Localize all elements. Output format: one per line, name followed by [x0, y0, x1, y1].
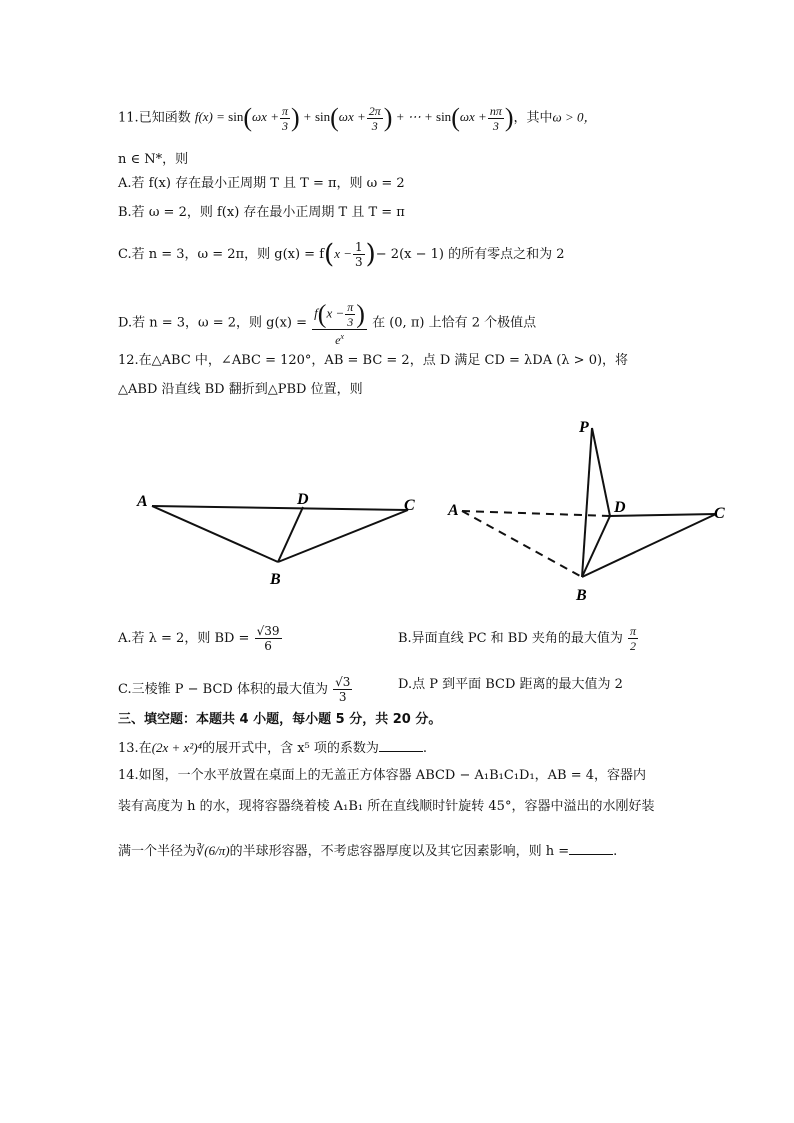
q12-figure-folded: [444, 414, 744, 604]
q13-post: 的展开式中，含 x⁵ 项的系数为: [202, 741, 379, 756]
q13: [118, 738, 427, 759]
q14-line3-pre: 满一个半径为: [118, 844, 197, 859]
q11-cond-omega: ω > 0，: [552, 109, 597, 125]
fig2-label-p: P: [579, 419, 589, 436]
q12-stem-line1: 12.在△ABC 中，∠ABC = 120°，AB = BC = 2，点 D 满足 CD = λDA (λ > 0)，将: [118, 353, 629, 368]
q11-stem-prefix: 已知函数: [138, 110, 191, 126]
fig2-label-b: B: [576, 587, 587, 604]
q11-where: ，其中: [513, 110, 553, 126]
fig1-label-d: D: [297, 491, 309, 508]
segment-pb: [582, 428, 592, 577]
q13-expression: (2x + x²)⁴: [151, 740, 203, 755]
q11-option-b: B.若 ω = 2，则 f(x) 存在最小正周期 T 且 T = π: [118, 205, 405, 220]
q12-option-a-pre: A.若 λ = 2，则 BD =: [118, 631, 250, 646]
q11-function: f(x) = sin(ωx + $\frac{\pi}{3}$ ) + sin(ωx + $\frac{2\pi}{3}$ ) + ⋯ + sin(ωx + $\frac{n\pi}{3}$ ): [194, 103, 514, 133]
fig1-label-b: B: [270, 571, 281, 588]
segment-ac: [152, 506, 408, 510]
q14-answer-blank[interactable]: [569, 842, 613, 855]
q11-option-a: A.若 f(x) 存在最小正周期 T 且 T = π，则 ω = 2: [118, 176, 405, 191]
q14-end: .: [613, 844, 618, 859]
q13-answer-blank[interactable]: [379, 739, 423, 752]
q14-line1: 14.如图，一个水平放置在桌面上的无盖正方体容器 ABCD − A₁B₁C₁D₁，AB = 4，容器内: [118, 768, 647, 783]
q11-option-d-pre: D.若 n = 3，ω = 2，则 g(x) =: [118, 315, 308, 331]
q14-line3-post: 的半球形容器，不考虑容器厚度以及其它因素影响，则 h =: [229, 844, 570, 859]
fig2-label-a: A: [448, 502, 459, 519]
section-heading: 三、填空题：本题共 4 小题，每小题 5 分，共 20 分。: [118, 712, 442, 727]
q12-option-b: [398, 624, 639, 653]
q12-option-d: D.点 P 到平面 BCD 距离的最大值为 2: [398, 677, 623, 692]
fig1-label-a: A: [137, 493, 148, 510]
q12-option-c-den: 3: [338, 690, 347, 704]
q12-option-c-num: √3: [335, 675, 351, 689]
segment-dc: [610, 514, 716, 516]
q12-option-a-num: √39: [256, 624, 280, 638]
segment-ab: [152, 506, 278, 562]
q12-option-b-den: 2: [630, 639, 637, 653]
fig2-label-c: C: [714, 505, 725, 522]
segment-ab-dashed: [462, 511, 582, 577]
segment-ad-dashed: [462, 511, 610, 516]
q14-line2: 装有高度为 h 的水，现将容器绕着棱 A₁B₁ 所在直线顺时针旋转 45°，容器中溢出的水刚好装: [118, 799, 655, 814]
q14-radius: ∛(6/π): [196, 843, 230, 858]
q11-number: 11.: [118, 110, 139, 126]
fig2-label-d: D: [614, 499, 626, 516]
q11-option-c: C.若 n = 3，ω = 2π，则 g(x) = f(x − $\frac{1}{3}$ )− 2(x − 1) 的所有零点之和为 2: [118, 239, 565, 270]
q12-stem-line2: △ABD 沿直线 BD 翻折到△PBD 位置，则: [118, 382, 363, 397]
q11-option-c-post: − 2(x − 1) 的所有零点之和为 2: [375, 247, 565, 262]
q12-option-b-num: π: [630, 624, 637, 638]
q13-pre: 13.在: [118, 741, 152, 756]
fig1-label-c: C: [404, 497, 415, 514]
q12-figure-triangle: [132, 488, 432, 588]
q12-option-c: [118, 675, 353, 704]
q12-option-b-pre: B.异面直线 PC 和 BD 夹角的最大值为: [398, 631, 623, 646]
q12-option-c-pre: C.三棱锥 P − BCD 体积的最大值为: [118, 682, 328, 697]
q12-option-a-den: 6: [264, 639, 272, 653]
q12-option-a: [118, 624, 283, 653]
q11-option-d: D.若 n = 3，ω = 2，则 g(x) = f(x − $\frac{\pi}{3}$ ) $e^x$ 在 (0, π) 上恰有 2 个极值点: [118, 299, 537, 347]
q14-line3: [118, 841, 617, 862]
q11-cond-n: n ∈ N*，则: [118, 152, 189, 167]
q11-stem: [118, 104, 597, 133]
segment-pd: [592, 428, 610, 516]
q11-option-c-pre: C.若 n = 3，ω = 2π，则 g(x) = f: [118, 247, 325, 262]
segment-bc: [582, 514, 716, 577]
q11-option-d-post: 在 (0, π) 上恰有 2 个极值点: [372, 315, 537, 331]
q13-end: .: [422, 741, 428, 756]
